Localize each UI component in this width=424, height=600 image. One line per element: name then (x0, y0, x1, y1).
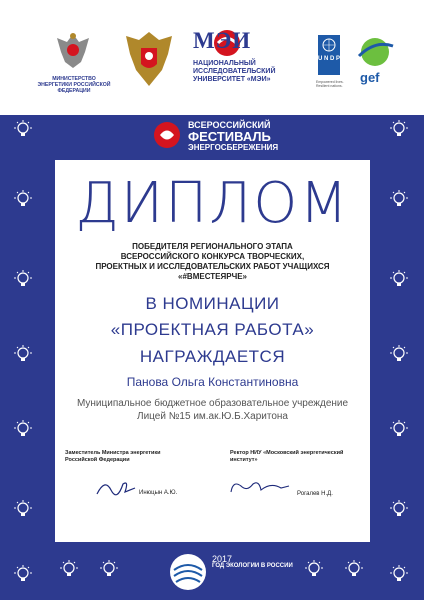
header-logos (0, 0, 424, 115)
left-signature-icon (95, 476, 139, 500)
festival-line-3: ЭНЕРГОСБЕРЕЖЕНИЯ (188, 143, 279, 152)
lightbulb-icon (100, 560, 118, 580)
festival-line-1: ВСЕРОССИЙСКИЙ (188, 120, 271, 130)
gef-globe-icon (355, 34, 395, 70)
right-signature-icon (227, 478, 291, 498)
diploma-heading: ДИПЛОМ (75, 171, 350, 236)
lightbulb-icon (14, 565, 32, 585)
year-of-ecology-text (212, 556, 293, 570)
lightbulb-icon (14, 420, 32, 440)
gef-text: gef (360, 70, 380, 85)
awarded-label: НАГРАЖДАЕТСЯ (139, 347, 286, 366)
left-signatory-name: Инюцын А.Ю. (139, 490, 178, 496)
lightbulb-icon (390, 270, 408, 290)
ecology-year: 2017 (212, 554, 233, 564)
lightbulb-icon (390, 120, 408, 140)
lightbulb-icon (14, 345, 32, 365)
lightbulb-icon (390, 420, 408, 440)
diploma-paper (55, 160, 370, 542)
year-of-ecology-logo-icon (168, 552, 208, 592)
lightbulb-icon (14, 190, 32, 210)
lightbulb-icon (390, 565, 408, 585)
right-signatory-name: Рогалев Н.Д. (297, 491, 333, 497)
festival-title (188, 120, 288, 153)
un-globe-icon (322, 38, 336, 52)
lightbulb-icon (345, 560, 363, 580)
winner-text: ПОБЕДИТЕЛЯ РЕГИОНАЛЬНОГО ЭТАПА ВСЕРОССИЙСКОГО КОНКУРСА ТВОРЧЕСКИХ, ПРОЕКТНЫХ И ИССЛЕДОВАТЕЛЬСКИХ РАБОТ УЧАЩИХСЯ «#ВМЕСТЕЯРЧЕ» (95, 242, 330, 281)
ministry-caption: МИНИСТЕРСТВО ЭНЕРГЕТИКИ РОССИЙСКОЙ ФЕДЕРАЦИИ (37, 76, 111, 94)
lightbulb-icon (14, 500, 32, 520)
undp-caption: Empowered lives. Resilient nations. (316, 80, 344, 88)
undp-letters: U N D P (318, 56, 341, 62)
lightbulb-icon (60, 560, 78, 580)
lightbulb-icon (14, 120, 32, 140)
festival-line-2: ФЕСТИВАЛЬ (188, 129, 271, 144)
mei-caption: НАЦИОНАЛЬНЫЙ ИССЛЕДОВАТЕЛЬСКИЙ УНИВЕРСИТЕТ «МЭИ» (193, 60, 276, 83)
nomination-label: В НОМИНАЦИИ (145, 294, 280, 313)
recipient-name: Панова Ольга Константиновна (126, 375, 299, 389)
festival-logo-icon (150, 120, 184, 150)
ecology-caption: ГОД ЭКОЛОГИИ В РОССИИ (212, 563, 293, 569)
nomination-title: «ПРОЕКТНАЯ РАБОТА» (110, 320, 315, 339)
right-signatory-title: Ректор НИУ «Московский энергетический институт» (230, 450, 344, 463)
ministry-emblem-icon (55, 30, 91, 70)
mei-logo-text: МЭИ (193, 28, 252, 53)
lightbulb-icon (390, 500, 408, 520)
lightbulb-icon (14, 270, 32, 290)
left-signatory-title: Заместитель Министра энергетики Российской Федерации (65, 450, 161, 463)
lightbulb-icon (390, 345, 408, 365)
coat-of-arms-icon (124, 30, 174, 90)
lightbulb-icon (305, 560, 323, 580)
institution-name: Муниципальное бюджетное образовательное учреждение Лицей №15 им.ак.Ю.Б.Харитона (76, 398, 349, 422)
lightbulb-icon (390, 190, 408, 210)
